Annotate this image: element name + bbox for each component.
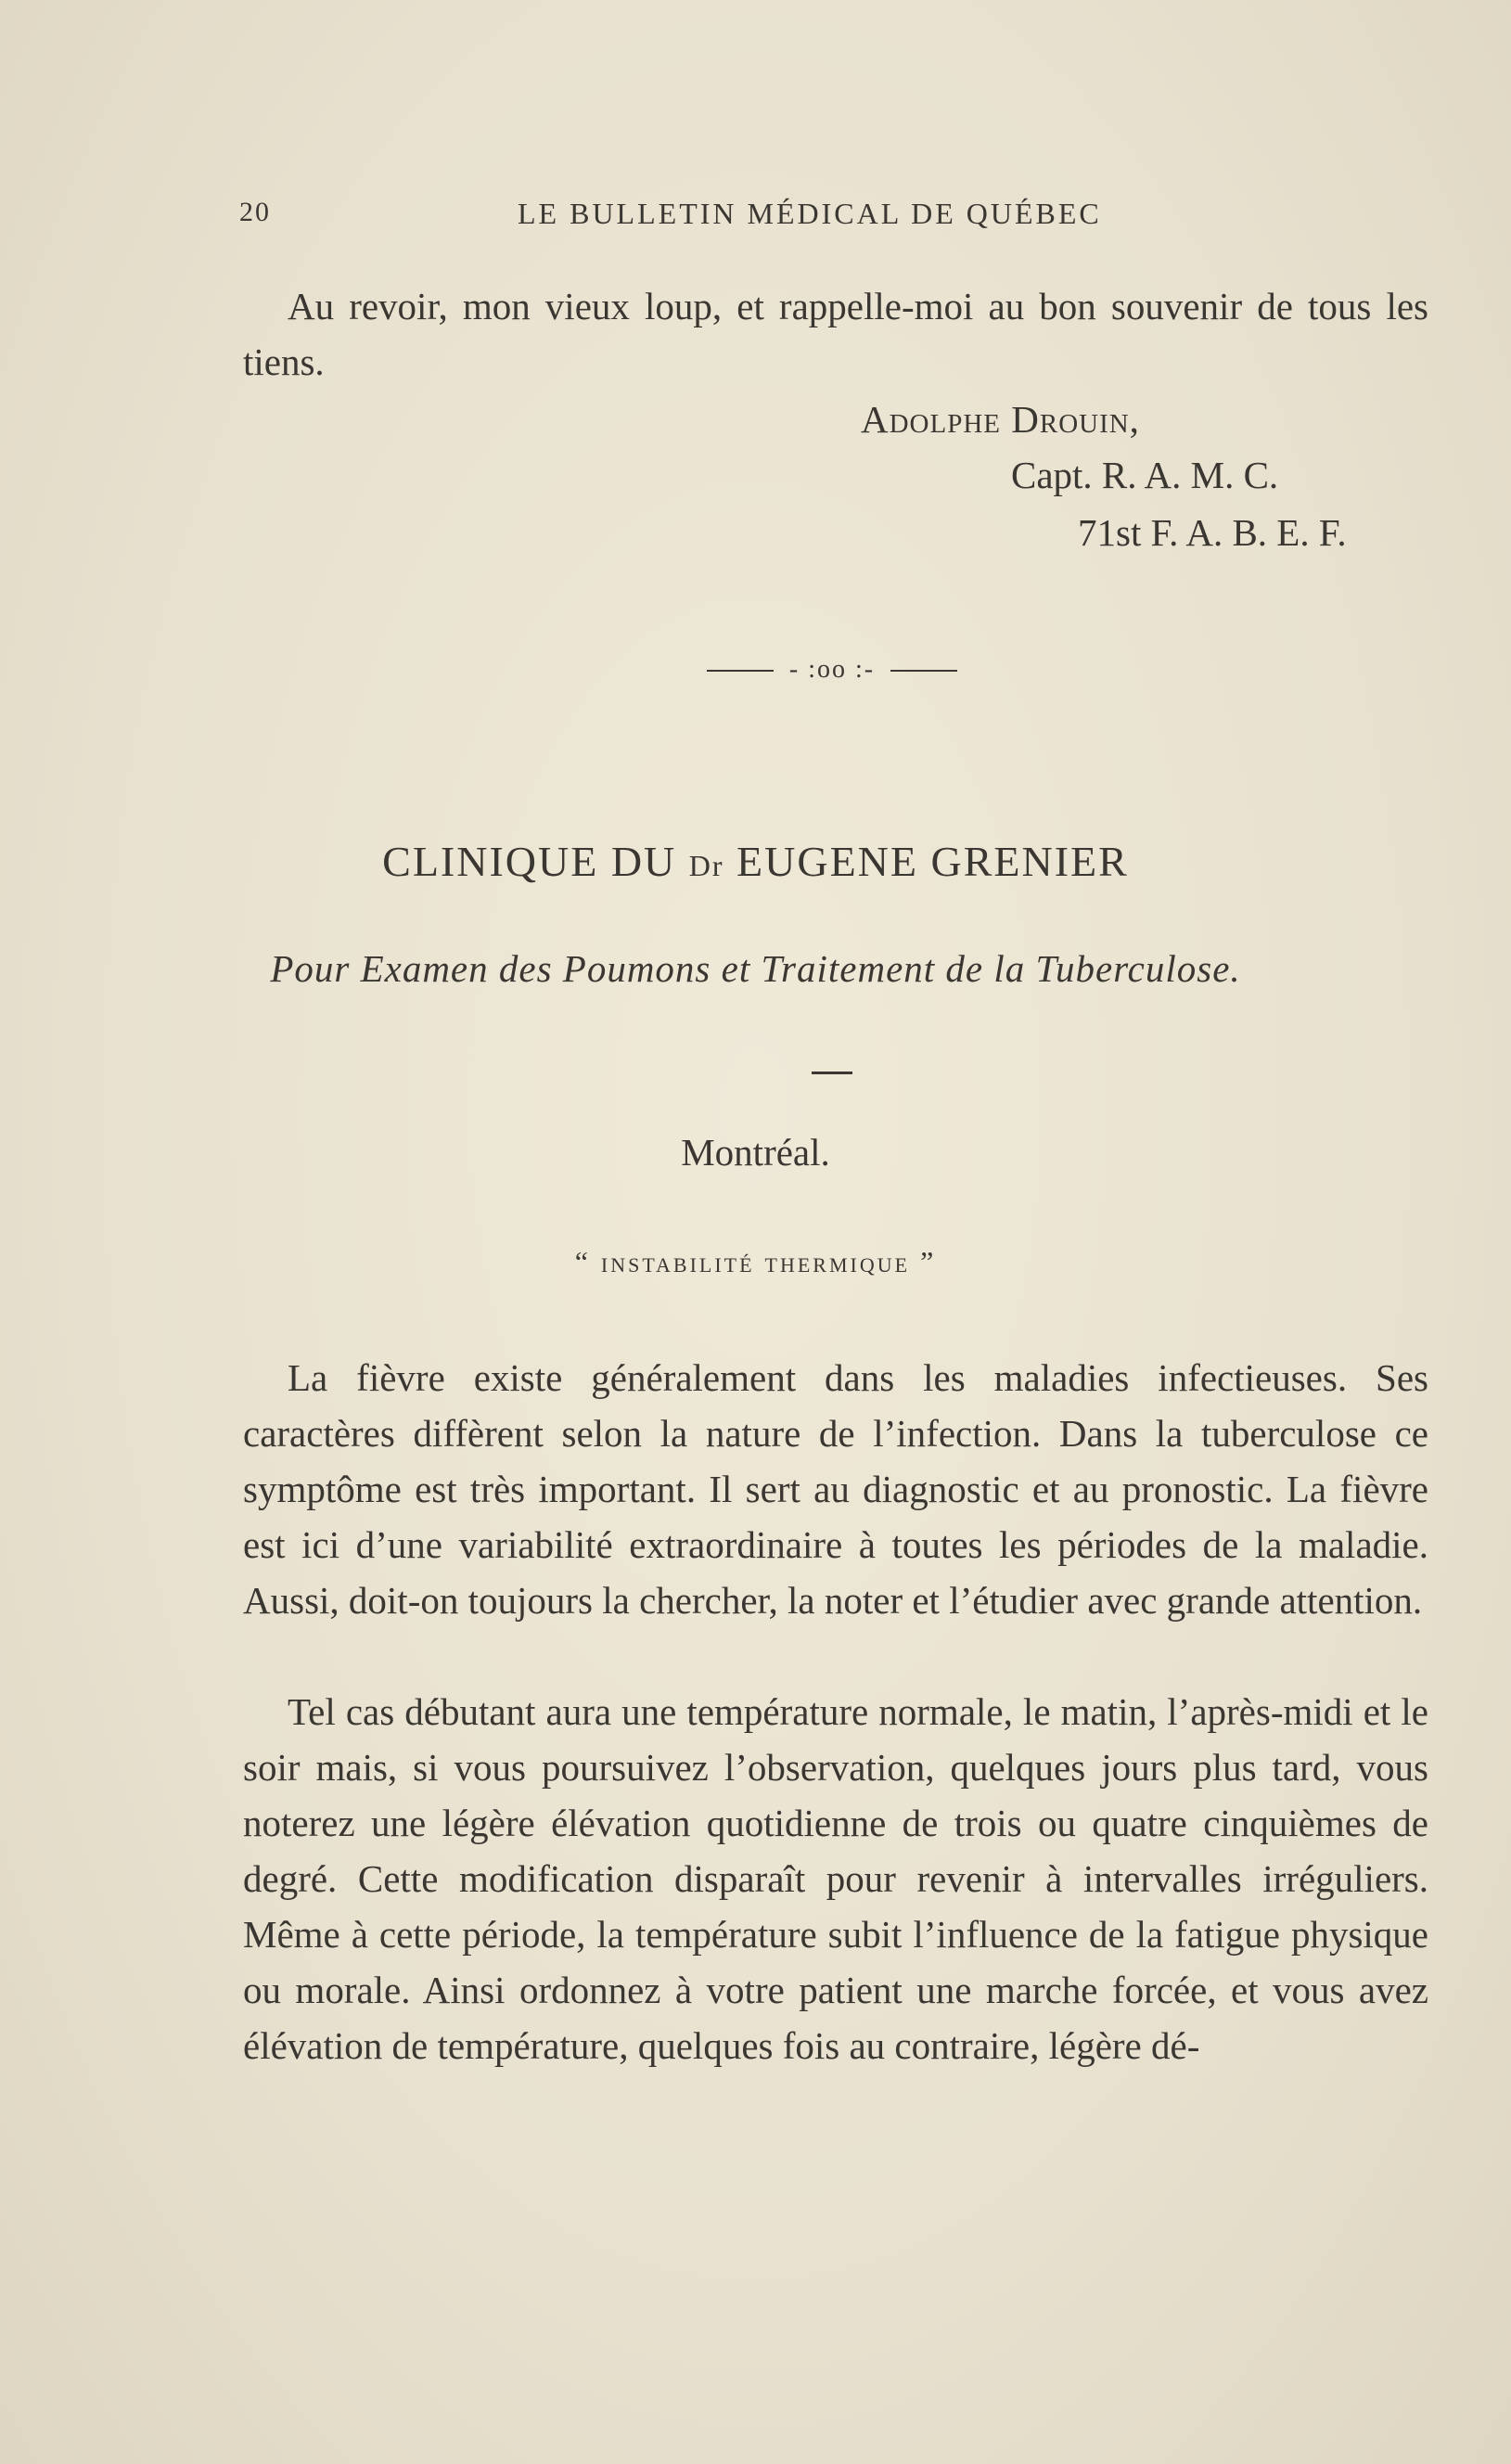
signature-rank: Capt. R. A. M. C. [1011, 454, 1279, 496]
section-heading: “ instabilité thermique ” [574, 1245, 937, 1278]
article-title-name: EUGENE GRENIER [723, 838, 1129, 885]
article-title [0, 837, 1511, 886]
running-header [239, 197, 1427, 243]
section-divider: - :oo :- [707, 655, 957, 683]
article-title-dr: Dr [688, 849, 724, 882]
paragraph-1: La fièvre existe généralement dans les maladies infectieuses. Ses caractères diffèrent selon la nature de l’infection. Dans la tuberculose ce symptôme est très important. Il sert au diagnostic et au pronostic. La fièvre est ici d’une variabilité extraordinaire à toutes les périodes de la maladie. Aussi, doit-on toujours la chercher, la noter et l’étudier avec grande attention. [243, 1356, 1428, 1622]
article-title-main: CLINIQUE DU [382, 838, 689, 885]
signature-name: Adolphe Drouin, [861, 398, 1140, 441]
letter-closing: Au revoir, mon vieux loup, et rappelle-moi au bon souvenir de tous les tiens. [243, 285, 1428, 383]
page-number: 20 [239, 197, 271, 227]
article-city: Montréal. [681, 1131, 830, 1174]
running-title: LE BULLETIN MÉDICAL DE QUÉBEC [518, 197, 1102, 230]
article-subtitle: Pour Examen des Poumons et Traitement de la Tuberculose. [270, 947, 1241, 990]
paragraph-2: Tel cas débutant aura une température normale, le matin, l’après-midi et le soir mais, si vous poursuivez l’observation, quelques jours plus tard, vous noterez une légère élévation quotidienne de trois ou quatre cinquièmes de degré. Cette modification disparaît pour revenir à intervalles irréguliers. Même à cette période, la température subit l’influence de la fatigue physique ou morale. Ainsi ordonnez à votre patient une marche forcée, et vous avez élévation de température, quelques fois au contraire, légère dé- [243, 1690, 1428, 2067]
short-rule [812, 1072, 852, 1074]
signature-unit: 71st F. A. B. E. F. [1078, 511, 1347, 554]
